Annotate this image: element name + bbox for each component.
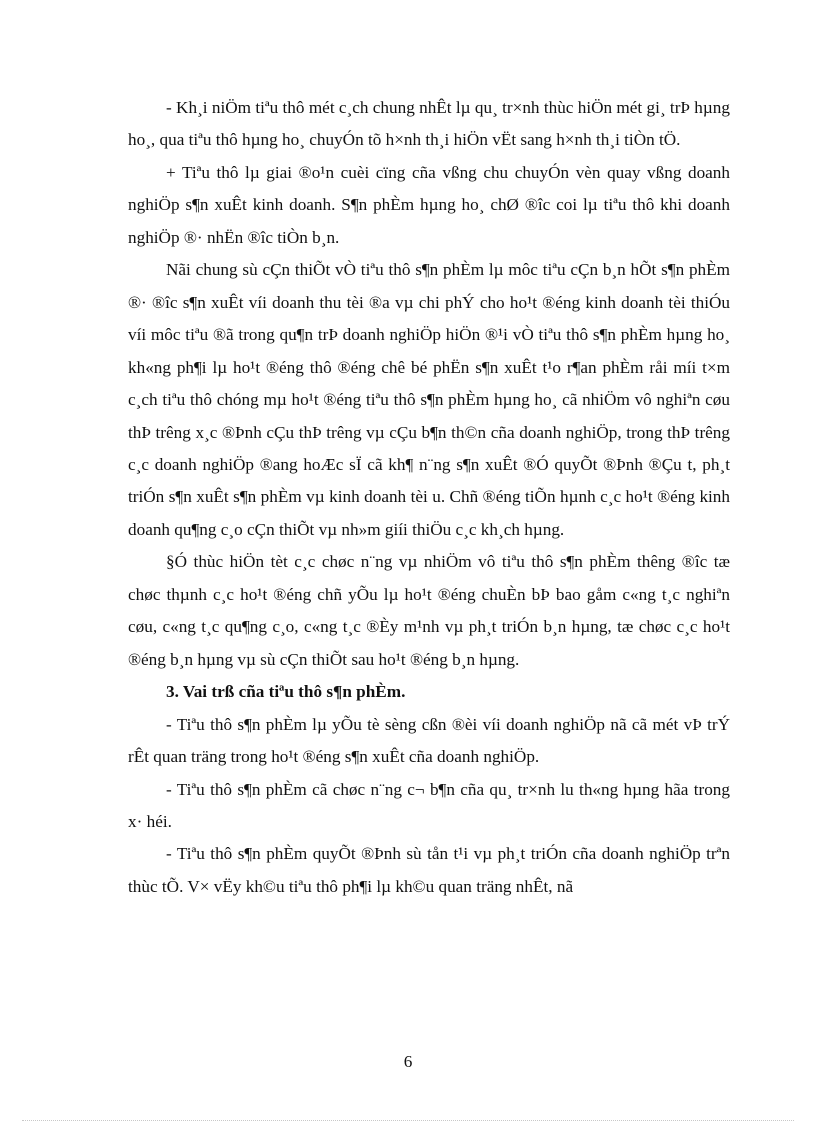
body-text <box>128 92 730 903</box>
paragraph-role-1: - Tiªu thô s¶n phÈm lµ yÕu tè sèng cßn ®èi víi doanh nghiÖp nã cã mét vÞ trÝ rÊt quan träng trong ho¹t ®éng s¶n xuÊt cña doanh nghiÖp. <box>128 714 730 767</box>
page-bottom-divider <box>22 1120 794 1121</box>
paragraph-final-stage: + Tiªu thô lµ giai ®o¹n cuèi cïng cña vßng chu chuyÓn vèn quay vßng doanh nghiÖp s¶n xuÊt kinh doanh. S¶n phÈm hµng ho¸ chØ ®îc coi lµ tiªu thô khi doanh nghiÖp ®· nhËn ®îc tiÒn b¸n. <box>128 162 730 247</box>
paragraph-definition: - Kh¸i niÖm tiªu thô mét c¸ch chung nhÊt lµ qu¸ tr×nh thùc hiÖn mét gi¸ trÞ hµng ho¸, qua tiªu thô hµng ho¸ chuyÓn tõ h×nh th¸i hiÖn vËt sang h×nh th¸i tiÒn tÖ. <box>128 98 730 150</box>
paragraph-functions: §Ó thùc hiÖn tèt c¸c chøc n¨ng vµ nhiÖm vô tiªu thô s¶n phÈm thêng ®îc tæ chøc thµnh c¸c ho¹t ®éng chñ yÕu lµ ho¹t ®éng chuÈn bÞ bao gåm c«ng t¸c nghiªn cøu, c«ng t¸c qu¶ng c¸o, c«ng t¸c ®Èy m¹nh vµ ph¸t triÓn b¸n hµng, tæ chøc c¸c ho¹t ®éng b¸n hµng vµ sù cÇn thiÕt sau ho¹t ®éng b¸n hµng. <box>128 552 730 669</box>
page-number: 6 <box>403 1052 413 1071</box>
paragraph-role-2: - Tiªu thô s¶n phÈm cã chøc n¨ng c¬ b¶n cña qu¸ tr×nh lu th«ng hµng hãa trong x· héi. <box>128 779 730 831</box>
section-heading: 3. Vai trß cña tiªu thô s¶n phÈm. <box>166 682 406 702</box>
paragraph-necessity: Nãi chung sù cÇn thiÕt vÒ tiªu thô s¶n phÈm lµ môc tiªu cÇn b¸n hÕt s¶n phÈm ®· ®îc s¶n xuÊt víi doanh thu tèi ®a vµ chi phÝ cho ho¹t ®éng kinh doanh tèi thiÓu víi môc tiªu ®ã trong qu¶n trÞ doanh nghiÖp hiÖn ®¹i vÒ tiªu thô s¶n phÈm hµng ho¸ kh«ng ph¶i lµ ho¹t ®éng thô ®éng chê bé phËn s¶n xuÊt t¹o r¶an phÈm råi míi t×m c¸ch tiªu thô chóng mµ ho¹t ®éng tiªu thô s¶n phÈm hµng ho¸ cã nhiÖm vô nghiªn cøu thÞ trêng x¸c ®Þnh cÇu thÞ trêng vµ cÇu b¶n th©n cña doanh nghiÖp, trong thÞ trêng c¸c doanh nghiÖp ®ang hoÆc sÏ cã kh¶ n¨ng s¶n xuÊt ®Ó quyÕt ®Þnh ®Çu t, ph¸t triÓn s¶n xuÊt s¶n phÈm vµ kinh doanh tèi u. Chñ ®éng tiÕn hµnh c¸c ho¹t ®éng kinh doanh qu¶ng c¸o cÇn thiÕt vµ nh»m giíi thiÖu c¸c kh¸ch hµng. <box>128 260 730 539</box>
paragraph-role-3: - Tiªu thô s¶n phÈm quyÕt ®Þnh sù tån t¹i vµ ph¸t triÓn cña doanh nghiÖp trªn thùc tÕ. V× vËy kh©u tiªu thô ph¶i lµ kh©u quan träng nhÊt, nã <box>128 844 730 896</box>
